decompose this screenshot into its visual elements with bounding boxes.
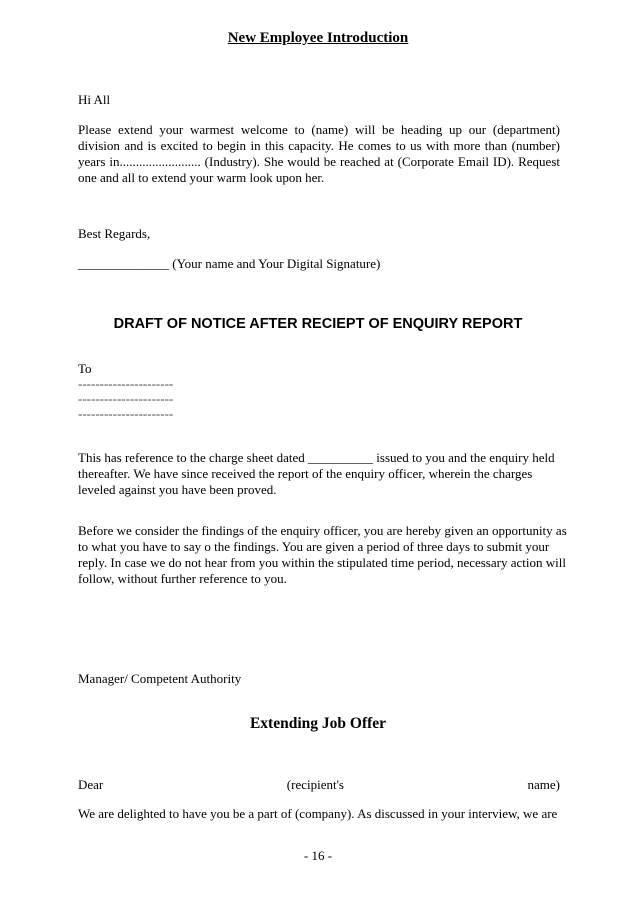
- signature-line: ______________ (Your name and Your Digital Signature): [78, 256, 381, 271]
- closing: Best Regards,: [78, 226, 151, 241]
- address-line-3: ----------------------: [78, 406, 174, 421]
- signoff: Manager/ Competent Authority: [78, 671, 242, 686]
- salutation-recipient: (recipient's: [286, 777, 344, 792]
- title-new-employee-introduction: New Employee Introduction: [227, 30, 409, 46]
- intro-paragraph: Please extend your warmest welcome to (name) will be heading up our (department) division and is excited to begin in this capacity. He comes to us with more than (number) years in......................... (Industry). She would be reached at (Corporate Email ID). Request one and all to extend your warm look upon her.: [78, 122, 560, 185]
- to-label: To: [78, 361, 92, 376]
- salutation-line: [78, 777, 560, 793]
- greeting: Hi All: [78, 92, 111, 107]
- title-draft-notice: DRAFT OF NOTICE AFTER RECIEPT OF ENQUIRY REPORT: [113, 316, 523, 332]
- address-line-2: ----------------------: [78, 391, 174, 406]
- notice-paragraph-1: This has reference to the charge sheet dated __________ issued to you and the enquiry held thereafter. We have since received the report of the enquiry officer, wherein the charges leveled against you have been proved.: [78, 450, 555, 497]
- offer-paragraph: We are delighted to have you be a part of (company). As discussed in your interview, we are: [78, 806, 558, 821]
- page-number: - 16 -: [303, 848, 333, 863]
- salutation-dear: Dear: [78, 777, 104, 792]
- title-extending-job-offer: Extending Job Offer: [249, 715, 387, 732]
- salutation-name: name): [527, 777, 560, 792]
- address-line-1: ----------------------: [78, 376, 174, 391]
- notice-paragraph-2: Before we consider the findings of the enquiry officer, you are hereby given an opportunity as to what you have to say o the findings. You are given a period of three days to submit your reply. In case we do not hear from you within the stipulated time period, necessary action will follow, without further reference to you.: [78, 523, 567, 586]
